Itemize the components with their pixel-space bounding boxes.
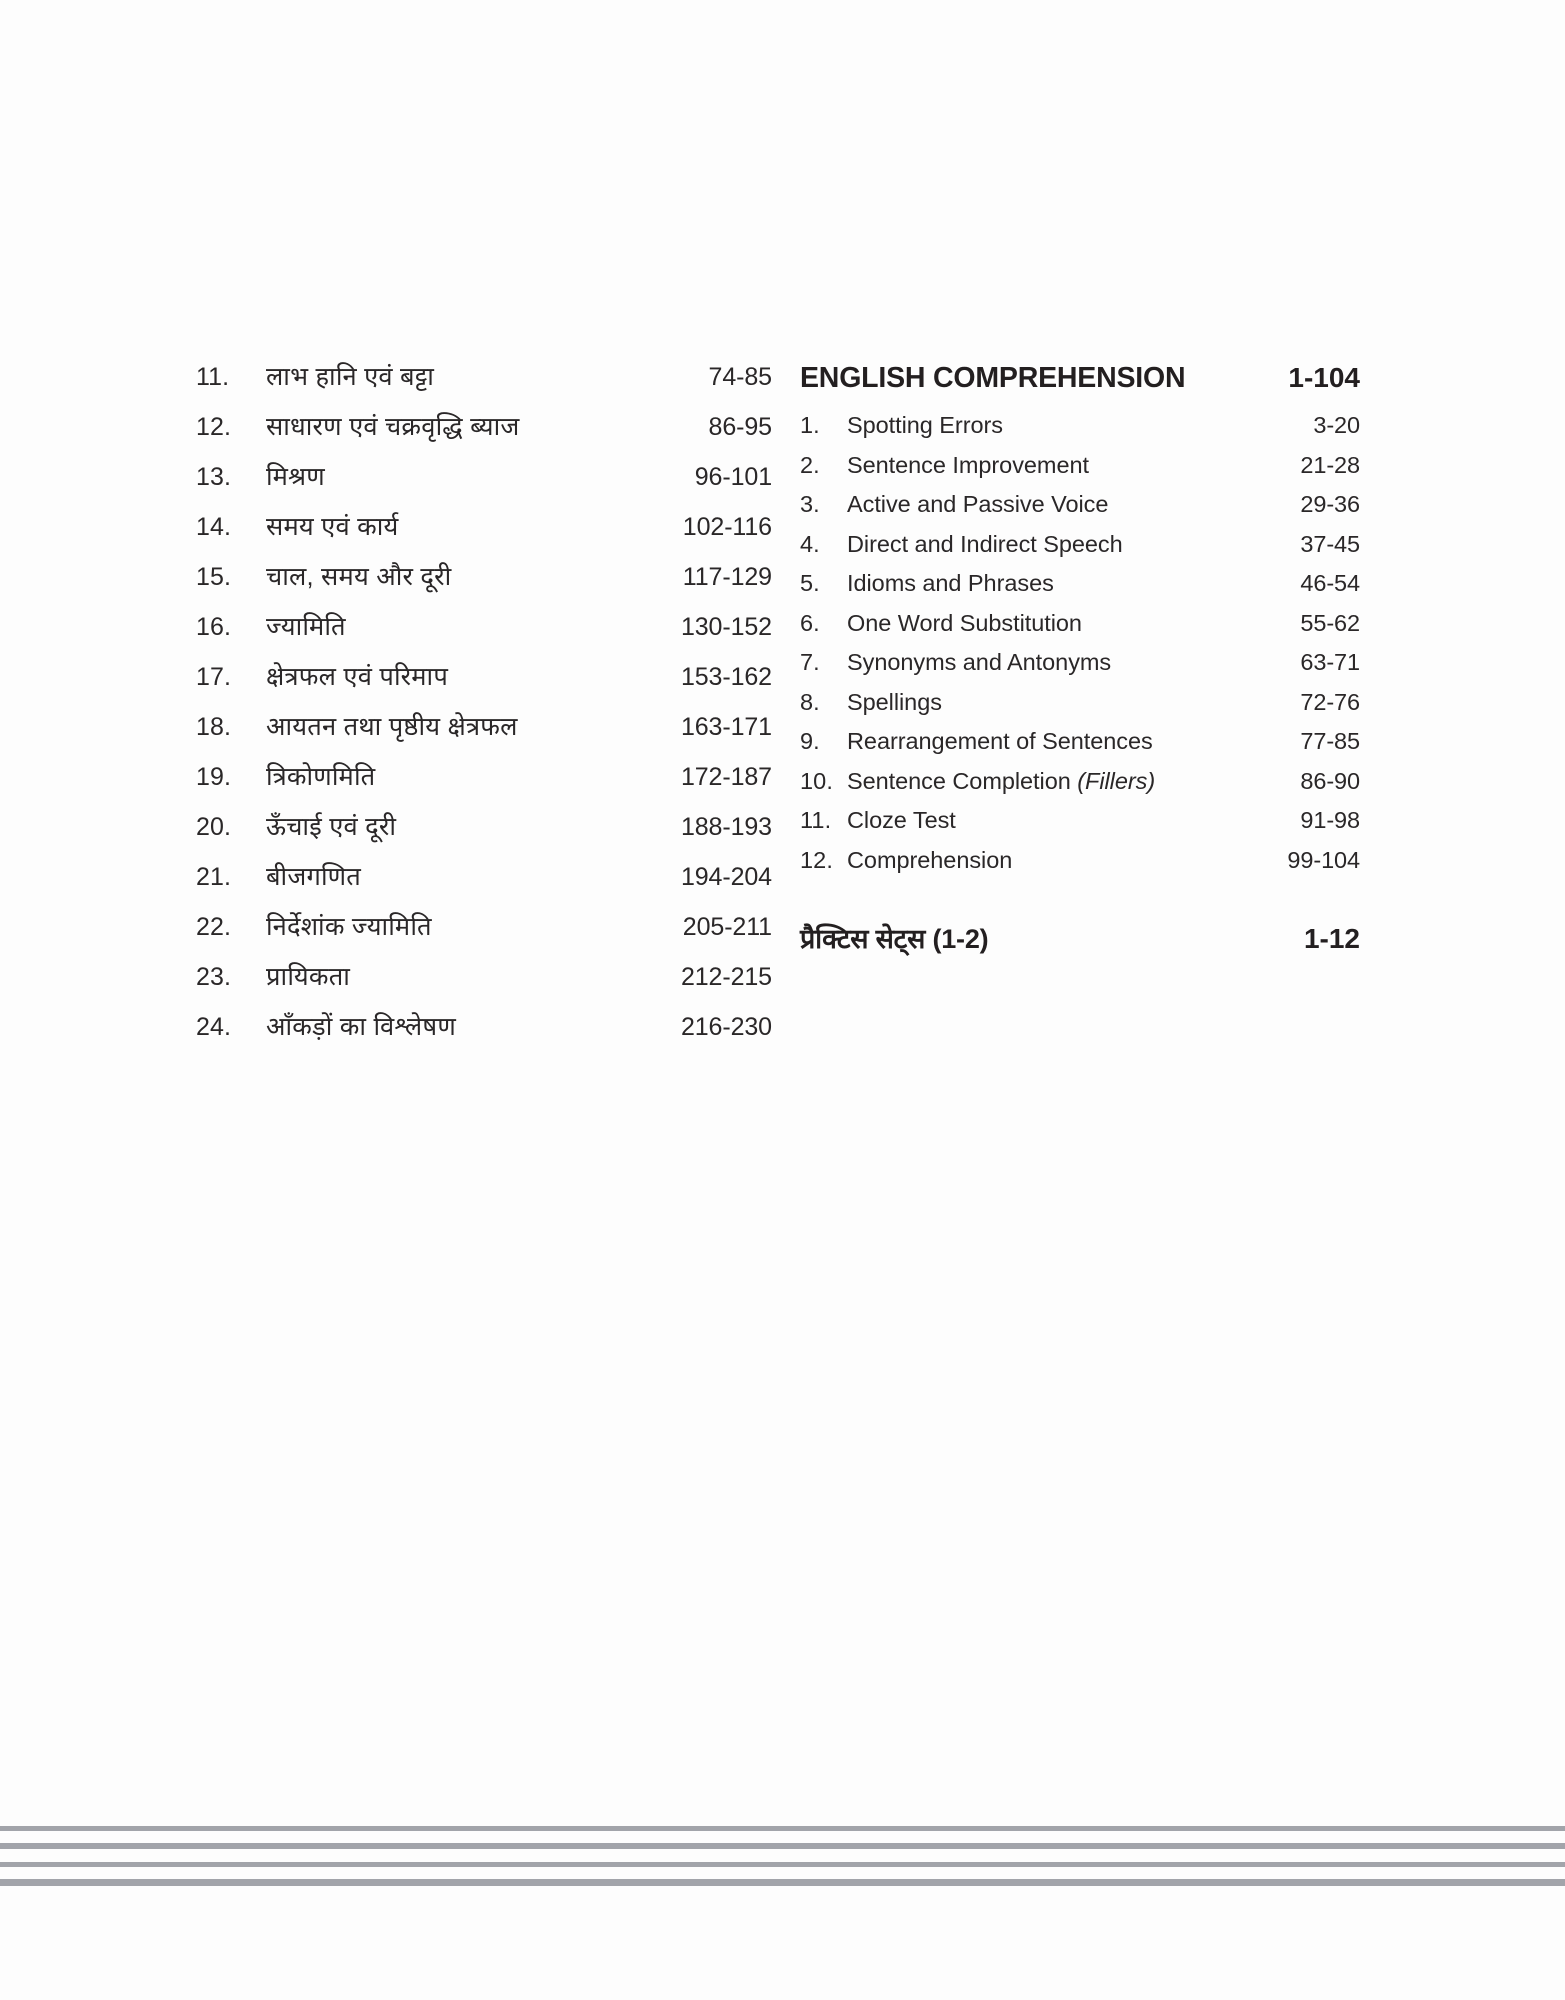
toc-entry-hindi-11[interactable] bbox=[196, 352, 772, 402]
toc-entry-english-10[interactable] bbox=[800, 762, 1360, 802]
toc-entry-pages: 212-215 bbox=[680, 963, 772, 991]
toc-entry-title-text: Idioms and Phrases bbox=[847, 570, 1054, 596]
toc-entry-english-3[interactable] bbox=[800, 485, 1360, 525]
toc-entry-number: 11. bbox=[196, 363, 230, 391]
toc-entry-english-8[interactable] bbox=[800, 683, 1360, 723]
toc-entry-title: प्रायिकता bbox=[266, 963, 351, 991]
toc-entry-hindi-14[interactable] bbox=[196, 502, 772, 552]
toc-entry-english-4[interactable] bbox=[800, 525, 1360, 565]
toc-entry-pages: 205-211 bbox=[682, 913, 772, 941]
toc-entry-pages: 163-171 bbox=[680, 713, 772, 741]
toc-entry-number: 21. bbox=[196, 863, 232, 891]
footer-rule-2 bbox=[0, 1843, 1565, 1849]
toc-entry-title bbox=[847, 446, 1260, 486]
toc-entry-hindi-17[interactable] bbox=[196, 652, 772, 702]
toc-entry-title-text: Comprehension bbox=[847, 846, 1013, 873]
toc-entry-number: 8. bbox=[800, 688, 820, 715]
section-heading-pages: 1-104 bbox=[1288, 362, 1360, 393]
toc-entry-title bbox=[847, 604, 1260, 644]
toc-entry-title bbox=[847, 801, 1260, 841]
toc-entry-number: 24. bbox=[196, 1013, 232, 1041]
toc-entry-number: 12. bbox=[800, 846, 833, 873]
toc-entry-number: 19. bbox=[196, 763, 232, 791]
toc-entry-title: आँकड़ों का विश्लेषण bbox=[266, 1013, 457, 1041]
toc-entry-title: लाभ हानि एवं बट्टा bbox=[266, 363, 435, 391]
toc-entry-title bbox=[847, 643, 1260, 683]
section-heading-english-comprehension[interactable] bbox=[800, 352, 1360, 404]
toc-entry-title-text: Spellings bbox=[847, 688, 942, 715]
toc-entry-pages: 86-95 bbox=[708, 413, 772, 441]
toc-entry-pages: 96-101 bbox=[694, 463, 772, 491]
toc-entry-number: 14. bbox=[196, 513, 232, 541]
toc-entry-english-11[interactable] bbox=[800, 801, 1360, 841]
toc-entry-title-text: Sentence Completion bbox=[847, 767, 1078, 794]
toc-entry-number: 5. bbox=[800, 570, 820, 596]
toc-entry-title bbox=[847, 841, 1260, 881]
toc-left-column bbox=[196, 352, 772, 1052]
toc-entry-pages: 29-36 bbox=[1300, 491, 1360, 517]
toc-entry-pages: 21-28 bbox=[1300, 451, 1360, 478]
footer-rule-1 bbox=[0, 1826, 1565, 1831]
section-heading-label: ENGLISH COMPREHENSION bbox=[800, 362, 1186, 394]
toc-entry-pages: 153-162 bbox=[680, 663, 772, 691]
toc-entry-hindi-23[interactable] bbox=[196, 952, 772, 1002]
toc-entry-pages: 194-204 bbox=[680, 863, 772, 891]
toc-entry-title: चाल, समय और दूरी bbox=[266, 563, 452, 591]
footer-rule-4 bbox=[0, 1879, 1565, 1886]
toc-entry-number: 23. bbox=[196, 963, 232, 991]
toc-entry-hindi-15[interactable] bbox=[196, 552, 772, 602]
toc-entry-pages: 99-104 bbox=[1287, 846, 1360, 873]
toc-entry-title: मिश्रण bbox=[266, 463, 325, 491]
toc-entry-title-text: Cloze Test bbox=[847, 807, 956, 833]
toc-entry-title: निर्देशांक ज्यामिति bbox=[266, 913, 432, 941]
toc-entry-title-text: Direct and Indirect Speech bbox=[847, 530, 1123, 557]
toc-entry-pages: 63-71 bbox=[1300, 649, 1360, 675]
toc-entry-number: 22. bbox=[196, 913, 232, 941]
toc-entry-pages: 77-85 bbox=[1300, 728, 1360, 754]
toc-entry-title bbox=[847, 485, 1260, 525]
toc-entry-title bbox=[847, 525, 1260, 565]
toc-entry-number: 17. bbox=[196, 663, 232, 691]
toc-entry-title-text: One Word Substitution bbox=[847, 609, 1082, 636]
toc-entry-number: 16. bbox=[196, 613, 232, 641]
toc-entry-number: 10. bbox=[800, 767, 833, 794]
section-heading-pages: 1-12 bbox=[1303, 923, 1360, 954]
toc-entry-pages: 172-187 bbox=[680, 763, 772, 791]
toc-entry-english-1[interactable] bbox=[800, 406, 1360, 446]
toc-right-column bbox=[800, 352, 1360, 964]
toc-entry-title: समय एवं कार्य bbox=[266, 513, 399, 541]
toc-entry-title: साधारण एवं चक्रवृद्धि ब्याज bbox=[266, 413, 520, 441]
toc-entry-pages: 55-62 bbox=[1300, 609, 1360, 636]
footer-rule-3 bbox=[0, 1862, 1565, 1867]
toc-entry-number: 13. bbox=[196, 463, 232, 491]
toc-entry-hindi-24[interactable] bbox=[196, 1002, 772, 1052]
toc-entry-hindi-22[interactable] bbox=[196, 902, 772, 952]
toc-entry-english-7[interactable] bbox=[800, 643, 1360, 683]
toc-entry-number: 18. bbox=[196, 713, 232, 741]
toc-entry-hindi-16[interactable] bbox=[196, 602, 772, 652]
toc-entry-number: 1. bbox=[800, 412, 820, 438]
section-heading-practice-sets[interactable] bbox=[800, 914, 1360, 964]
toc-entry-title-text: Synonyms and Antonyms bbox=[847, 649, 1112, 675]
toc-entry-title-text: Spotting Errors bbox=[847, 412, 1003, 438]
toc-entry-english-9[interactable] bbox=[800, 722, 1360, 762]
toc-entry-title: क्षेत्रफल एवं परिमाप bbox=[266, 663, 449, 691]
toc-entry-english-5[interactable] bbox=[800, 564, 1360, 604]
toc-entry-title bbox=[847, 406, 1260, 446]
toc-entry-pages: 86-90 bbox=[1300, 767, 1360, 794]
toc-entry-pages: 188-193 bbox=[680, 813, 772, 841]
toc-entry-pages: 46-54 bbox=[1300, 570, 1360, 596]
toc-entry-title: त्रिकोणमिति bbox=[266, 763, 376, 791]
toc-columns bbox=[0, 352, 1565, 1052]
toc-entry-title bbox=[847, 683, 1260, 723]
toc-entry-number: 4. bbox=[800, 530, 820, 557]
toc-entry-title-text: Sentence Improvement bbox=[847, 451, 1089, 478]
toc-entry-number: 11. bbox=[800, 807, 832, 833]
toc-entry-title bbox=[847, 564, 1260, 604]
toc-entry-number: 9. bbox=[800, 728, 820, 754]
toc-entry-hindi-21[interactable] bbox=[196, 852, 772, 902]
toc-entry-number: 15. bbox=[196, 563, 232, 591]
footer-rules bbox=[0, 1826, 1565, 1886]
toc-entry-pages: 72-76 bbox=[1300, 688, 1360, 715]
toc-entry-pages: 74-85 bbox=[708, 363, 772, 391]
toc-entry-number: 20. bbox=[196, 813, 232, 841]
toc-entry-number: 12. bbox=[196, 413, 232, 441]
toc-entry-pages: 216-230 bbox=[680, 1013, 772, 1041]
toc-entry-hindi-13[interactable] bbox=[196, 452, 772, 502]
toc-entry-hindi-12[interactable] bbox=[196, 402, 772, 452]
toc-entry-number: 2. bbox=[800, 451, 820, 478]
toc-entry-number: 3. bbox=[800, 491, 820, 517]
toc-entry-hindi-20[interactable] bbox=[196, 802, 772, 852]
toc-entry-title-text: Active and Passive Voice bbox=[847, 491, 1109, 517]
toc-entry-title bbox=[847, 762, 1260, 802]
section-heading-label: प्रैक्टिस सेट्स (1-2) bbox=[800, 924, 989, 954]
toc-entry-english-6[interactable] bbox=[800, 604, 1360, 644]
toc-entry-english-12[interactable] bbox=[800, 841, 1360, 881]
toc-entry-number: 7. bbox=[800, 649, 820, 675]
toc-entry-pages: 102-116 bbox=[682, 513, 772, 541]
toc-entry-hindi-18[interactable] bbox=[196, 702, 772, 752]
toc-entry-title: बीजगणित bbox=[266, 863, 362, 891]
toc-entry-hindi-19[interactable] bbox=[196, 752, 772, 802]
toc-entry-english-2[interactable] bbox=[800, 446, 1360, 486]
toc-entry-title-emphasis: (Fillers) bbox=[1077, 767, 1156, 794]
toc-entry-pages: 3-20 bbox=[1313, 412, 1360, 438]
toc-entry-pages: 37-45 bbox=[1300, 530, 1360, 557]
toc-entry-pages: 130-152 bbox=[680, 613, 772, 641]
toc-entry-title bbox=[847, 722, 1260, 762]
toc-entry-number: 6. bbox=[800, 609, 820, 636]
toc-entry-pages: 117-129 bbox=[682, 563, 772, 591]
toc-entry-title: ऊँचाई एवं दूरी bbox=[266, 813, 397, 841]
toc-entry-pages: 91-98 bbox=[1300, 807, 1360, 833]
toc-entry-title: आयतन तथा पृष्ठीय क्षेत्रफल bbox=[266, 713, 518, 741]
toc-entry-title-text: Rearrangement of Sentences bbox=[847, 728, 1153, 754]
toc-entry-title: ज्यामिति bbox=[266, 613, 346, 641]
